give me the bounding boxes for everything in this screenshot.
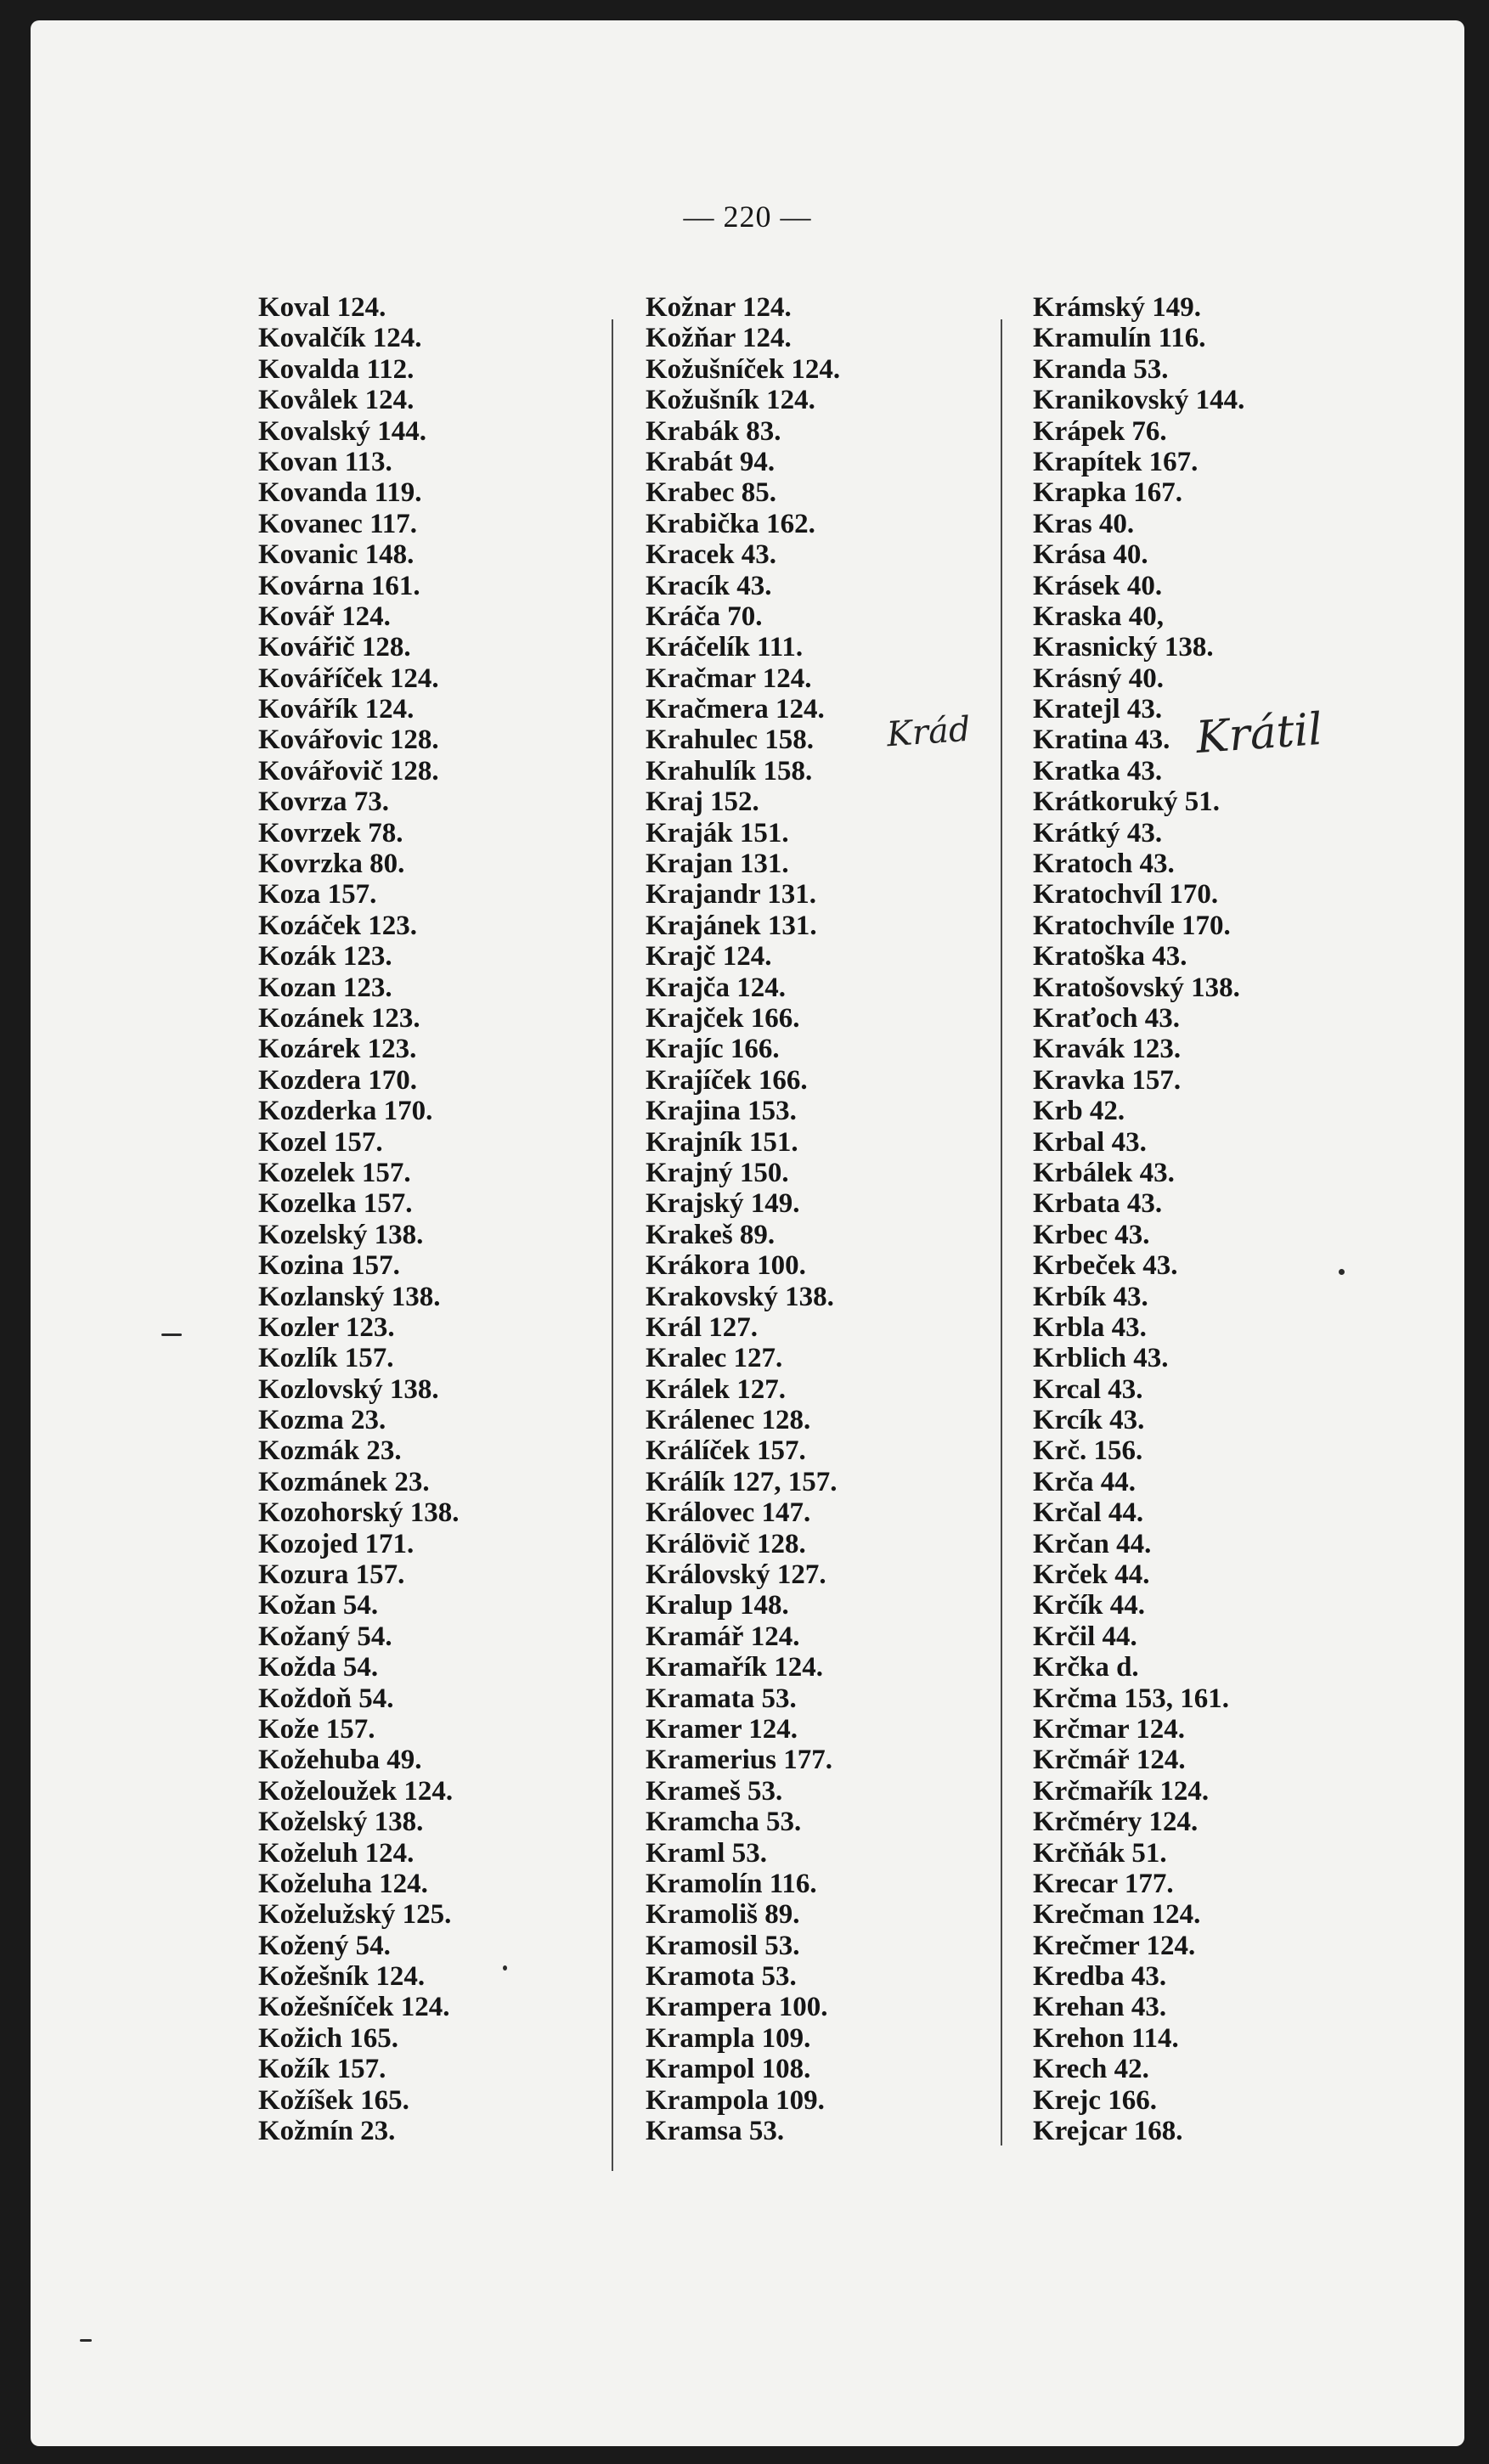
index-entry: Kožehuba 49.	[258, 1745, 422, 1776]
index-entry: Krásek 40.	[1033, 570, 1163, 601]
index-entry: Kovalčík 124.	[258, 323, 422, 354]
index-entry: Krajček 166.	[646, 1002, 800, 1034]
index-entry: Kozina 157.	[258, 1250, 400, 1282]
index-entry: Kraják 151.	[646, 817, 789, 849]
scanned-page	[31, 20, 1464, 2446]
index-entry: Kramota 53.	[646, 1961, 797, 1993]
index-entry: Kože 157.	[258, 1713, 375, 1745]
index-entry: Kozlík 157.	[258, 1343, 394, 1374]
index-entry: Krampol 108.	[646, 2054, 811, 2085]
index-entry: Krákora 100.	[646, 1250, 806, 1282]
index-entry: Kovářovic 128.	[258, 725, 439, 756]
index-entry: Kraj 152.	[646, 787, 759, 818]
index-entry: Kozárek 123.	[258, 1034, 417, 1065]
index-entry: Kovålek 124.	[258, 385, 415, 416]
surname-column-3	[1033, 292, 1244, 2146]
index-entry: Krakovský 138.	[646, 1281, 834, 1312]
index-entry: Kozel 157.	[258, 1126, 383, 1158]
index-entry: Kráčelík 111.	[646, 632, 804, 663]
index-entry: Kratochvíl 170.	[1033, 879, 1219, 911]
index-entry: Krehan 43.	[1033, 1992, 1167, 2023]
index-entry: Královec 147.	[646, 1497, 811, 1529]
index-entry: Kramář 124.	[646, 1621, 800, 1652]
index-entry: Krampola 109.	[646, 2084, 825, 2116]
index-entry: Kovář 124.	[258, 600, 391, 632]
index-entry: Krčma 153, 161.	[1033, 1683, 1229, 1714]
index-entry: Kramoliš 89.	[646, 1899, 800, 1931]
index-entry: Krabák 83.	[646, 415, 781, 447]
index-entry: Krecar 177.	[1033, 1868, 1174, 1899]
index-entry: Králík 127, 157.	[646, 1466, 838, 1497]
index-entry: Kratochvíle 170.	[1033, 910, 1231, 941]
index-entry: Kramulín 116.	[1033, 323, 1206, 354]
index-entry: Krbal 43.	[1033, 1126, 1147, 1158]
index-entry: Krajina 153.	[646, 1096, 797, 1127]
index-entry: Kožmín 23.	[258, 2116, 396, 2147]
index-entry: Koza 157.	[258, 879, 377, 911]
index-entry: Kramosil 53.	[646, 1930, 800, 1961]
index-entry: Koželužský 125.	[258, 1899, 452, 1931]
index-entry: Kozlanský 138.	[258, 1281, 441, 1312]
index-entry: Kovářovič 128.	[258, 755, 439, 787]
index-entry: Kozojed 171.	[258, 1528, 415, 1559]
index-entry: Kožíšek 165.	[258, 2084, 409, 2116]
index-entry: Krajč 124.	[646, 941, 772, 973]
index-entry: Krčan 44.	[1033, 1528, 1152, 1559]
index-entry: Krása 40.	[1033, 539, 1148, 571]
index-entry: Kožan 54.	[258, 1590, 379, 1621]
index-entry: Krč. 156.	[1033, 1435, 1143, 1467]
index-entry: Kožušník 124.	[646, 385, 815, 416]
index-entry: Krcal 43.	[1033, 1373, 1143, 1405]
index-entry: Kováříček 124.	[258, 663, 439, 694]
index-entry: Kračmar 124.	[646, 663, 812, 694]
dust-speck	[1339, 1269, 1345, 1275]
index-entry: Kovanec 117.	[258, 508, 417, 539]
index-entry: Kranda 53.	[1033, 353, 1169, 385]
index-entry: Král 127.	[646, 1311, 758, 1343]
index-entry: Kozelka 157.	[258, 1188, 413, 1220]
index-entry: Koželoužek 124.	[258, 1775, 454, 1807]
index-entry: Kracík 43.	[646, 570, 772, 601]
index-entry: Kramařík 124.	[646, 1652, 823, 1683]
index-entry: Kovalda 112.	[258, 353, 415, 385]
index-entry: Králövič 128.	[646, 1528, 806, 1559]
page-number: — 220 —	[683, 200, 812, 234]
index-entry: Krajíček 166.	[646, 1064, 808, 1096]
index-entry: Kravák 123.	[1033, 1034, 1182, 1065]
index-entry: Kratina 43.	[1033, 725, 1170, 756]
index-entry: Kramsa 53.	[646, 2116, 785, 2147]
index-entry: Krakeš 89.	[646, 1219, 776, 1250]
index-entry: Kovárna 161.	[258, 570, 420, 601]
index-entry: Krahulík 158.	[646, 755, 813, 787]
index-entry: Kožda 54.	[258, 1652, 379, 1683]
index-entry: Krásný 40.	[1033, 663, 1165, 694]
index-entry: Krb 42.	[1033, 1096, 1125, 1127]
index-entry: Krajan 131.	[646, 849, 789, 880]
index-entry: Krbálek 43.	[1033, 1157, 1175, 1188]
index-entry: Králek 127.	[646, 1373, 786, 1405]
index-entry: Krča 44.	[1033, 1466, 1136, 1497]
index-entry: Kozan 123.	[258, 972, 392, 1003]
index-entry: Kratošovský 138.	[1033, 972, 1240, 1003]
dust-speck	[80, 2339, 92, 2342]
index-entry: Krameš 53.	[646, 1775, 783, 1807]
index-entry: Kravka 157.	[1033, 1064, 1182, 1096]
index-entry: Královský 127.	[646, 1559, 826, 1591]
surname-column-1	[258, 292, 460, 2146]
index-entry: Krapítek 167.	[1033, 446, 1199, 477]
index-entry: Krčka d.	[1033, 1652, 1139, 1683]
index-entry: Kovan 113.	[258, 446, 392, 477]
index-entry: Kratejl 43.	[1033, 694, 1163, 725]
index-entry: Krajča 124.	[646, 972, 786, 1003]
index-entry: Krajandr 131.	[646, 879, 817, 911]
index-entry: Králenec 128.	[646, 1405, 811, 1436]
index-entry: Kras 40.	[1033, 508, 1135, 539]
index-entry: Krejc 166.	[1033, 2084, 1158, 2116]
index-entry: Koždoň 54.	[258, 1683, 394, 1714]
dust-speck	[161, 1333, 182, 1336]
index-entry: Kozelek 157.	[258, 1157, 411, 1188]
index-entry: Kozler 123.	[258, 1311, 395, 1343]
index-entry: Kozánek 123.	[258, 1002, 420, 1034]
index-entry: Kožnar 124.	[646, 292, 792, 323]
surname-column-2	[646, 292, 840, 2146]
index-entry: Kovanda 119.	[258, 477, 422, 509]
index-entry: Koželský 138.	[258, 1807, 424, 1838]
index-entry: Kráča 70.	[646, 600, 763, 632]
index-entry: Koželuha 124.	[258, 1868, 428, 1899]
index-entry: Krabec 85.	[646, 477, 776, 509]
index-entry: Krčňák 51.	[1033, 1837, 1167, 1869]
index-entry: Kranikovský 144.	[1033, 385, 1245, 416]
index-entry: Krbata 43.	[1033, 1188, 1163, 1220]
index-entry: Krampera 100.	[646, 1992, 828, 2023]
index-entry: Koval 124.	[258, 292, 386, 323]
column-divider	[1001, 319, 1002, 2145]
index-entry: Krbík 43.	[1033, 1281, 1148, 1312]
index-entry: Kramata 53.	[646, 1683, 797, 1714]
index-entry: Krahulec 158.	[646, 725, 814, 756]
index-entry: Kožík 157.	[258, 2054, 386, 2085]
index-entry: Krejcar 168.	[1033, 2116, 1183, 2147]
index-entry: Krbec 43.	[1033, 1219, 1150, 1250]
index-entry: Kovářík 124.	[258, 694, 415, 725]
index-entry: Kozura 157.	[258, 1559, 405, 1591]
index-entry: Kovrzek 78.	[258, 817, 403, 849]
index-entry: Koželuh 124.	[258, 1837, 415, 1869]
index-entry: Krbeček 43.	[1033, 1250, 1178, 1282]
index-entry: Krámský 149.	[1033, 292, 1201, 323]
index-entry: Kožušníček 124.	[646, 353, 841, 385]
index-entry: Krajánek 131.	[646, 910, 817, 941]
index-entry: Kožich 165.	[258, 2022, 398, 2054]
index-entry: Kovalský 144.	[258, 415, 427, 447]
index-entry: Krabička 162.	[646, 508, 815, 539]
index-entry: Kratoch 43.	[1033, 849, 1175, 880]
index-entry: Kramolín 116.	[646, 1868, 817, 1899]
index-entry: Krčil 44.	[1033, 1621, 1137, 1652]
index-entry: Kratka 43.	[1033, 755, 1163, 787]
index-entry: Kovanic 148.	[258, 539, 415, 571]
index-entry: Krech 42.	[1033, 2054, 1149, 2085]
index-entry: Krajník 151.	[646, 1126, 798, 1158]
handwritten-note: Krád	[885, 709, 972, 755]
index-entry: Krblich 43.	[1033, 1343, 1169, 1374]
index-entry: Krčméry 124.	[1033, 1807, 1199, 1838]
index-entry: Krátký 43.	[1033, 817, 1163, 849]
index-entry: Kračmera 124.	[646, 694, 825, 725]
index-entry: Kovářič 128.	[258, 632, 411, 663]
index-entry: Kramerius 177.	[646, 1745, 832, 1776]
index-entry: Kozmák 23.	[258, 1435, 402, 1467]
index-entry: Kracek 43.	[646, 539, 776, 571]
index-entry: Krajský 149.	[646, 1188, 800, 1220]
index-entry: Krečman 124.	[1033, 1899, 1201, 1931]
index-entry: Kramer 124.	[646, 1713, 798, 1745]
index-entry: Krajíc 166.	[646, 1034, 780, 1065]
index-entry: Kovrzka 80.	[258, 849, 405, 880]
index-entry: Krátkoruký 51.	[1033, 787, 1221, 818]
index-entry: Kozlovský 138.	[258, 1373, 439, 1405]
index-entry: Krcík 43.	[1033, 1405, 1145, 1436]
index-entry: Kovrza 73.	[258, 787, 389, 818]
index-entry: Kredba 43.	[1033, 1961, 1167, 1993]
index-entry: Kralec 127.	[646, 1343, 783, 1374]
index-entry: Krčmařík 124.	[1033, 1775, 1210, 1807]
index-entry: Krčmář 124.	[1033, 1745, 1186, 1776]
index-entry: Kozelský 138.	[258, 1219, 424, 1250]
index-entry: Kožešník 124.	[258, 1961, 426, 1993]
index-entry: Kožaný 54.	[258, 1621, 392, 1652]
index-entry: Kozma 23.	[258, 1405, 386, 1436]
index-entry: Krček 44.	[1033, 1559, 1150, 1591]
index-entry: Kraska 40,	[1033, 600, 1165, 632]
index-entry: Krečmer 124.	[1033, 1930, 1196, 1961]
index-entry: Krčík 44.	[1033, 1590, 1145, 1621]
index-entry: Krbla 43.	[1033, 1311, 1147, 1343]
index-entry: Krčal 44.	[1033, 1497, 1144, 1529]
index-entry: Krabát 94.	[646, 446, 776, 477]
index-entry: Kraml 53.	[646, 1837, 767, 1869]
index-entry: Kozohorský 138.	[258, 1497, 460, 1529]
index-entry: Kratoška 43.	[1033, 941, 1187, 973]
index-entry: Kozáček 123.	[258, 910, 417, 941]
index-entry: Kožňar 124.	[646, 323, 792, 354]
index-entry: Králíček 157.	[646, 1435, 806, 1467]
index-entry: Kozdera 170.	[258, 1064, 417, 1096]
handwritten-note: Krátil	[1194, 703, 1324, 764]
dust-speck	[503, 1965, 507, 1971]
index-entry: Kramcha 53.	[646, 1807, 802, 1838]
index-entry: Kozák 123.	[258, 941, 392, 973]
index-entry: Kožešníček 124.	[258, 1992, 450, 2023]
index-entry: Kozmánek 23.	[258, 1466, 430, 1497]
index-entry: Kralup 148.	[646, 1590, 789, 1621]
column-divider	[612, 319, 613, 2171]
index-entry: Krčmar 124.	[1033, 1713, 1186, 1745]
index-entry: Kraťoch 43.	[1033, 1002, 1181, 1034]
index-entry: Krampla 109.	[646, 2022, 811, 2054]
index-entry: Kozderka 170.	[258, 1096, 433, 1127]
index-entry: Krasnický 138.	[1033, 632, 1214, 663]
index-entry: Krehon 114.	[1033, 2022, 1179, 2054]
index-entry: Krajný 150.	[646, 1157, 789, 1188]
index-entry: Krapka 167.	[1033, 477, 1183, 509]
index-entry: Kožený 54.	[258, 1930, 391, 1961]
index-entry: Krápek 76.	[1033, 415, 1167, 447]
